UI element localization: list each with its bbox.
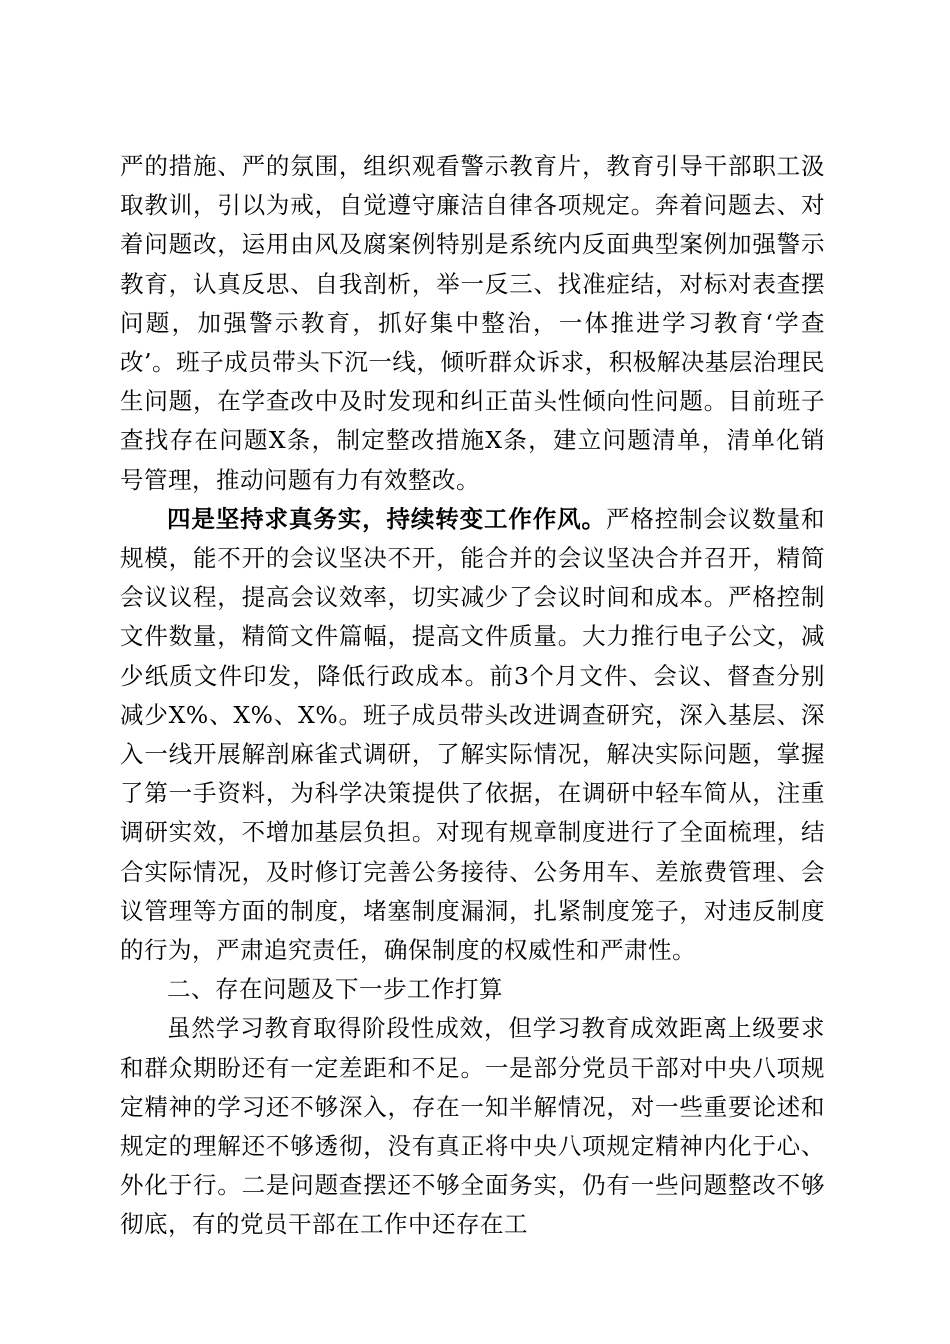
paragraph-section-four <box>120 500 825 970</box>
section-four-body: 严格控制会议数量和规模，能不开的会议坚决不开，能合并的会议坚决合并召开，精简会议议程，提高会议效率，切实减少了会议时间和成本。严格控制文件数量，精简文件篇幅，提高文件质量。大力推行电子公文，减少纸质文件印发，降低行政成本。前3个月文件、会议、督查分别减少X%、X%、X%。班子成员带头改进调查研究，深入基层、深入一线开展解剖麻雀式调研，了解实际情况，解决实际问题，掌握了第一手资料，为科学决策提供了依据，在调研中轻车简从，注重调研实效，不增加基层负担。对现有规章制度进行了全面梳理，结合实际情况，及时修订完善公务接待、公务用车、差旅费管理、会议管理等方面的制度，堵塞制度漏洞，扎紧制度笼子，对违反制度的行为，严肃追究责任，确保制度的权威性和严肃性。 <box>120 504 826 965</box>
section-four-lead: 四是坚持求真务实，持续转变工作作风。 <box>167 504 606 533</box>
paragraph-problems: 虽然学习教育取得阶段性成效，但学习教育成效距离上级要求和群众期盼还有一定差距和不足。一是部分党员干部对中央八项规定精神的学习还不够深入，存在一知半解情况，对一些重要论述和规定的理解还不够透彻，没有真正将中央八项规定精神内化于心、外化于行。二是问题查摆还不够全面务实，仍有一些问题整改不够彻底，有的党员干部在工作中还存在工 <box>120 1014 825 1239</box>
heading-problems-and-plans: 二、存在问题及下一步工作打算 <box>167 975 503 1004</box>
document-page <box>120 147 825 1245</box>
paragraph-rectification-continued: 严的措施、严的氛围，组织观看警示教育片，教育引导干部职工汲取教训，引以为戒，自觉遵守廉洁自律各项规定。奔着问题去、对着问题改，运用由风及腐案例特别是系统内反面典型案例加强警示教育，认真反思、自我剖析，举一反三、找准症结，对标对表查摆问题，加强警示教育，抓好集中整治，一体推进学习教育‘学查改’。班子成员带头下沉一线，倾听群众诉求，积极解决基层治理民生问题，在学查改中及时发现和纠正苗头性倾向性问题。目前班子查找存在问题X条，制定整改措施X条，建立问题清单，清单化销号管理，推动问题有力有效整改。 <box>120 152 825 494</box>
